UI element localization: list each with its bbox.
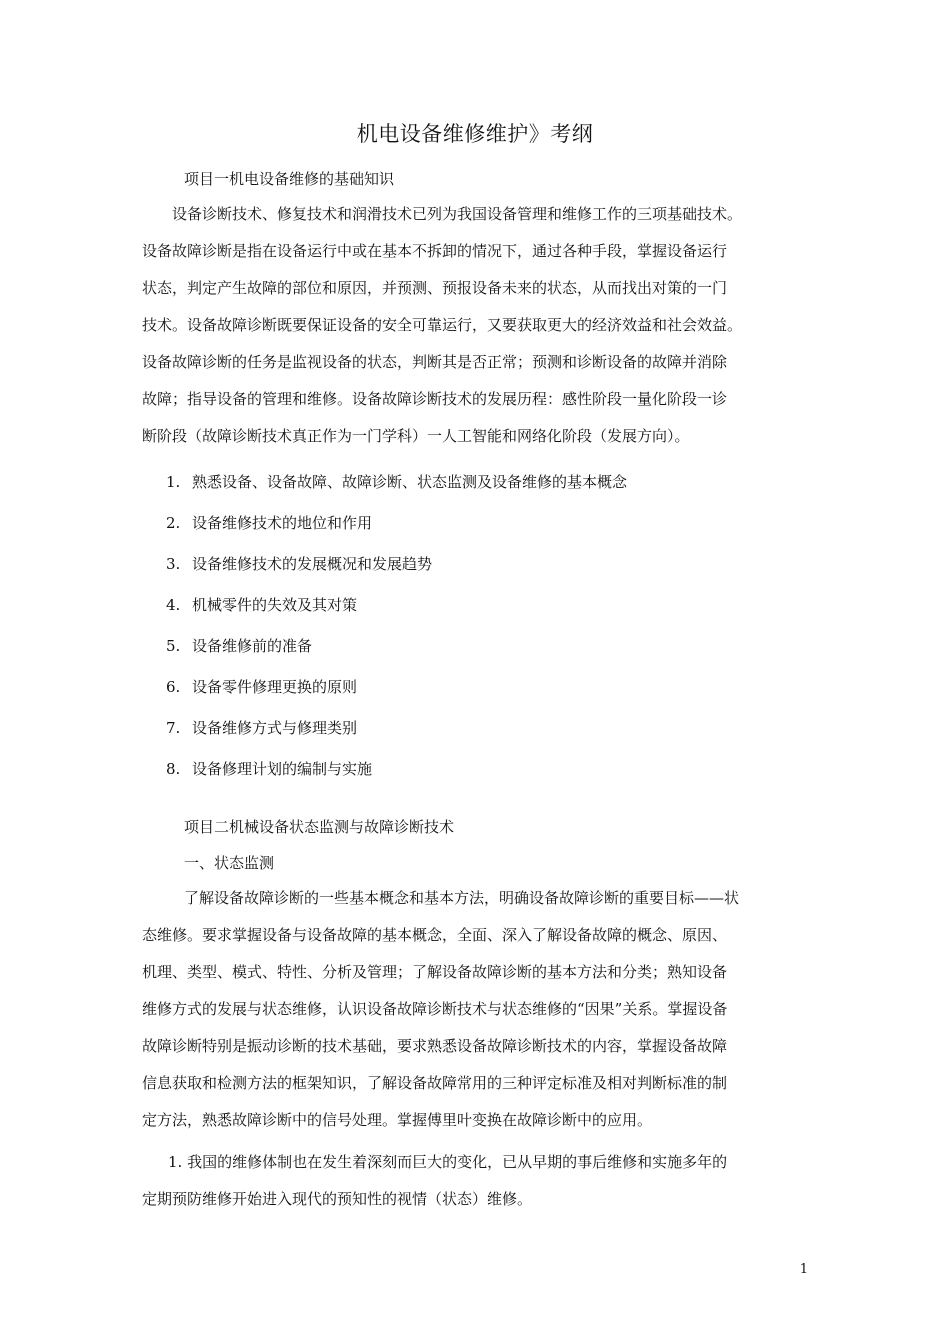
list-item: 2. 设备维修技术的地位和作用 — [166, 514, 373, 532]
list-item: 4. 机械零件的失效及其对策 — [166, 596, 358, 614]
list-item: 6. 设备零件修理更换的原则 — [166, 678, 358, 696]
section2-item1 — [142, 1144, 822, 1218]
paragraph-line: 维修方式的发展与状态维修，认识设备故障诊断技术与状态维修的“因果”关系。掌握设备 — [142, 1000, 728, 1018]
paragraph-line: 1. 我国的维修体制也在发生着深刻而巨大的变化，已从早期的事后维修和实施多年的 — [168, 1153, 728, 1171]
paragraph-line: 机理、类型、模式、特性、分析及管理；了解设备故障诊断的基本方法和分类；熟知设备 — [142, 963, 728, 981]
list-item: 1. 熟悉设备、设备故障、故障诊断、状态监测及设备维修的基本概念 — [166, 473, 628, 491]
paragraph-line: 了解设备故障诊断的一些基本概念和基本方法，明确设备故障诊断的重要目标——状 — [184, 889, 740, 907]
paragraph-line: 设备故障诊断是指在设备运行中或在基本不拆卸的情况下，通过各种手段，掌握设备运行 — [142, 242, 728, 260]
list-item: 5. 设备维修前的准备 — [166, 637, 313, 655]
paragraph-line: 定方法，熟悉故障诊断中的信号处理。掌握傅里叶变换在故障诊断中的应用。 — [142, 1111, 653, 1129]
page-number: 1 — [799, 1262, 808, 1277]
list-item: 3. 设备维修技术的发展概况和发展趋势 — [166, 555, 433, 573]
document-title: 机电设备维修维护》考纲 — [356, 122, 594, 146]
paragraph-line: 故障诊断特别是振动诊断的技术基础，要求熟悉设备故障诊断技术的内容，掌握设备故障 — [142, 1037, 728, 1055]
list-item: 7. 设备维修方式与修理类别 — [166, 719, 358, 737]
paragraph-line: 定期预防维修开始进入现代的预知性的视情（状态）维修。 — [142, 1190, 533, 1208]
section1-heading: 项目一机电设备维修的基础知识 — [184, 170, 395, 188]
section1-list — [166, 464, 627, 792]
paragraph-line: 断阶段（故障诊断技术真正作为一门学科）一人工智能和网络化阶段（发展方向）。 — [142, 427, 690, 445]
section1-paragraph — [142, 196, 822, 455]
paragraph-line: 态维修。要求掌握设备与设备故障的基本概念，全面、深入了解设备故障的概念、原因、 — [142, 926, 728, 944]
paragraph-line: 设备诊断技术、修复技术和润滑技术已列为我国设备管理和维修工作的三项基础技术。 — [172, 205, 743, 223]
paragraph-line: 故障；指导设备的管理和维修。设备故障诊断技术的发展历程：感性阶段一量化阶段一诊 — [142, 390, 728, 408]
paragraph-line: 设备故障诊断的任务是监视设备的状态，判断其是否正常；预测和诊断设备的故障并消除 — [142, 353, 728, 371]
paragraph-line: 状态，判定产生故障的部位和原因，并预测、预报设备未来的状态，从而找出对策的一门 — [142, 279, 728, 297]
section2-subheading: 一、状态监测 — [184, 854, 275, 872]
paragraph-line: 信息获取和检测方法的框架知识，了解设备故障常用的三种评定标准及相对判断标准的制 — [142, 1074, 728, 1092]
section2-heading: 项目二机械设备状态监测与故障诊断技术 — [184, 818, 455, 836]
paragraph-line: 技术。设备故障诊断既要保证设备的安全可靠运行，又要获取更大的经济效益和社会效益。 — [142, 316, 743, 334]
list-item: 8. 设备修理计划的编制与实施 — [166, 760, 373, 778]
section2-paragraph — [142, 880, 822, 1139]
